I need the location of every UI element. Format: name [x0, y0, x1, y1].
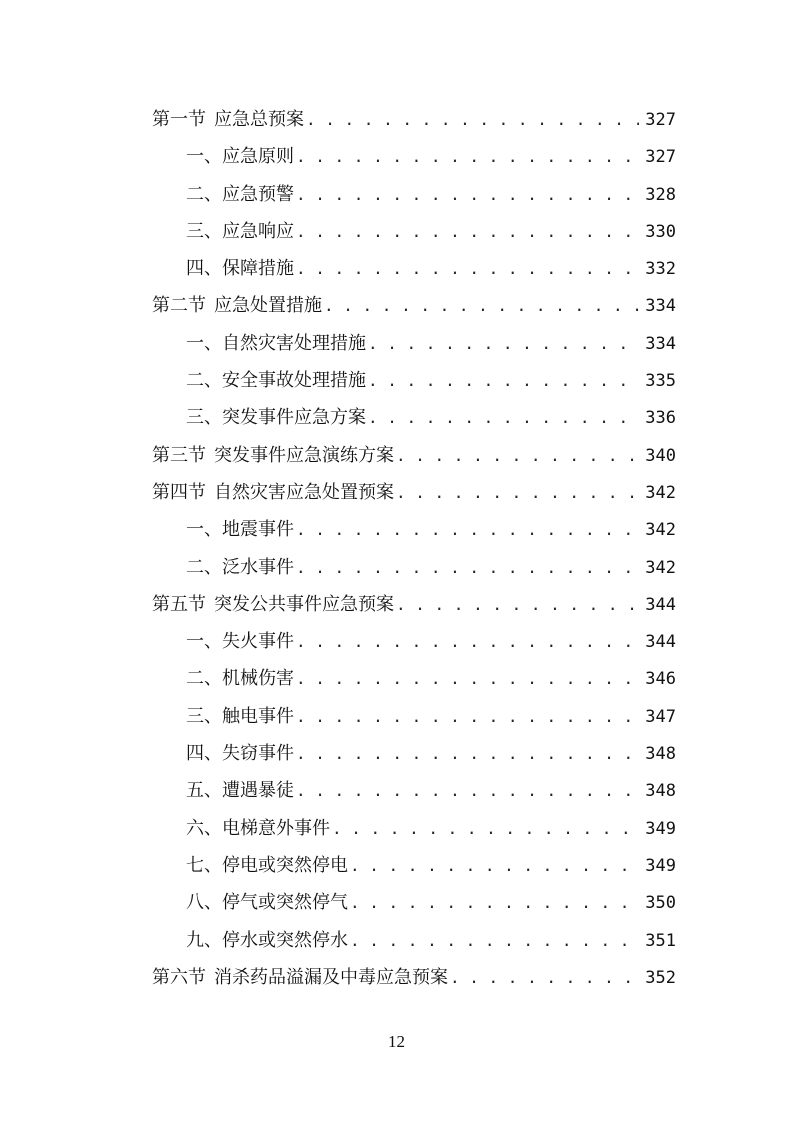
dot-leader: [296, 660, 639, 697]
toc-entry-label: 第六节: [152, 966, 206, 988]
toc-entry-text: 地震事件: [222, 519, 294, 541]
dot-leader: [296, 549, 639, 586]
toc-entry[interactable]: [152, 884, 676, 921]
toc-entry[interactable]: [152, 698, 676, 735]
toc-entry-title: [186, 549, 294, 586]
toc-entry-page: 328: [645, 184, 676, 205]
toc-entry-text: 自然灾害处理措施: [222, 332, 366, 354]
toc-entry-label: 一、: [186, 519, 222, 541]
toc-entry-label: 八、: [186, 892, 222, 914]
toc-entry-page: 342: [645, 482, 676, 503]
toc-entry-label: 第二节: [152, 295, 206, 317]
toc-entry-text: 突发事件应急方案: [222, 407, 366, 429]
toc-entry-page: 350: [645, 893, 676, 914]
toc-entry-page: 349: [645, 818, 676, 839]
toc-entry[interactable]: [152, 362, 676, 399]
toc-entry-page: 349: [645, 855, 676, 876]
toc-entry[interactable]: [152, 399, 676, 436]
toc-entry-label: 二、: [186, 556, 222, 578]
toc-entry-text: 保障措施: [222, 258, 294, 280]
toc-entry-label: 第四节: [152, 481, 206, 503]
toc-entry-page: 351: [645, 930, 676, 951]
toc-entry-page: 347: [645, 706, 676, 727]
toc-entry[interactable]: [152, 250, 676, 287]
toc-entry-text: 失窃事件: [222, 743, 294, 765]
toc-entry[interactable]: [152, 660, 676, 697]
toc-entry-text: 应急总预案: [214, 109, 304, 130]
toc-entry-label: 四、: [186, 743, 222, 765]
toc-entry[interactable]: [152, 287, 676, 324]
toc-entry-title: [152, 474, 394, 511]
toc-entry-page: 348: [645, 781, 676, 802]
dot-leader: [296, 623, 639, 660]
dot-leader: [368, 399, 639, 436]
toc-entry-page: 342: [645, 557, 676, 578]
dot-leader: [368, 325, 639, 362]
dot-leader: [324, 287, 639, 324]
toc-entry[interactable]: [152, 922, 676, 959]
toc-entry-label: 三、: [186, 220, 222, 242]
toc-entry-label: 四、: [186, 258, 222, 280]
toc-entry-title: [186, 176, 294, 213]
toc-entry-label: 二、: [186, 183, 222, 205]
toc-entry[interactable]: [152, 213, 676, 250]
toc-entry-text: 失火事件: [222, 631, 294, 653]
toc-entry[interactable]: [152, 623, 676, 660]
table-of-contents: [152, 101, 676, 996]
toc-entry-title: [186, 772, 294, 809]
dot-leader: [350, 847, 639, 884]
dot-leader: [396, 437, 639, 474]
toc-entry[interactable]: [152, 810, 676, 847]
toc-entry-text: 停电或突然停电: [222, 854, 348, 876]
toc-entry-title: [186, 138, 294, 175]
toc-entry[interactable]: [152, 138, 676, 175]
toc-entry-label: 九、: [186, 929, 222, 951]
toc-entry-title: [186, 660, 294, 697]
dot-leader: [450, 959, 639, 996]
toc-entry-text: 停水或突然停水: [222, 929, 348, 951]
toc-entry-page: 327: [645, 110, 676, 130]
toc-entry-title: [152, 287, 322, 324]
toc-entry-text: 泛水事件: [222, 556, 294, 578]
toc-entry-title: [186, 325, 366, 362]
toc-entry-text: 消杀药品溢漏及中毒应急预案: [214, 966, 448, 988]
dot-leader: [306, 101, 639, 138]
toc-entry-page: 332: [645, 259, 676, 280]
dot-leader: [368, 362, 639, 399]
toc-entry-text: 突发事件应急演练方案: [214, 444, 394, 466]
dot-leader: [396, 474, 639, 511]
toc-entry-page: 334: [645, 296, 676, 317]
toc-entry-title: [186, 847, 348, 884]
toc-entry-page: 336: [645, 408, 676, 429]
dot-leader: [332, 810, 639, 847]
toc-entry-label: 一、: [186, 332, 222, 354]
toc-entry-page: 330: [645, 221, 676, 242]
toc-entry-title: [186, 213, 294, 250]
toc-entry-page: 344: [645, 632, 676, 653]
toc-entry-label: 一、: [186, 631, 222, 653]
toc-entry-label: 六、: [186, 817, 222, 839]
toc-entry-label: 二、: [186, 370, 222, 392]
toc-entry-text: 机械伤害: [222, 668, 294, 690]
toc-entry-title: [186, 362, 366, 399]
toc-entry-page: 352: [645, 967, 676, 988]
toc-entry-text: 电梯意外事件: [222, 817, 330, 839]
toc-entry-text: 触电事件: [222, 705, 294, 727]
toc-entry-label: 第三节: [152, 444, 206, 466]
toc-entry[interactable]: [152, 325, 676, 362]
dot-leader: [296, 772, 639, 809]
dot-leader: [296, 138, 639, 175]
toc-entry-title: [186, 250, 294, 287]
dot-leader: [296, 698, 639, 735]
toc-entry[interactable]: [152, 772, 676, 809]
toc-entry[interactable]: [152, 549, 676, 586]
toc-entry[interactable]: [152, 735, 676, 772]
toc-entry-label: 一、: [186, 146, 222, 168]
toc-entry-label: 五、: [186, 780, 222, 802]
toc-entry-title: [152, 959, 448, 996]
toc-entry-title: [186, 511, 294, 548]
toc-entry-text: 突发公共事件应急预案: [214, 593, 394, 615]
toc-entry-page: 344: [645, 594, 676, 615]
dot-leader: [350, 922, 639, 959]
toc-entry-label: 七、: [186, 854, 222, 876]
toc-entry-text: 安全事故处理措施: [222, 370, 366, 392]
toc-entry-label: 二、: [186, 668, 222, 690]
toc-entry[interactable]: [152, 511, 676, 548]
toc-entry-title: [152, 101, 304, 138]
toc-entry[interactable]: [152, 959, 676, 996]
toc-entry-title: [152, 437, 394, 474]
dot-leader: [296, 735, 639, 772]
toc-entry[interactable]: [152, 847, 676, 884]
toc-entry-page: 334: [645, 333, 676, 354]
toc-entry-title: [186, 623, 294, 660]
toc-entry-page: 342: [645, 520, 676, 541]
dot-leader: [396, 586, 639, 623]
toc-entry-page: 346: [645, 669, 676, 690]
dot-leader: [296, 511, 639, 548]
toc-entry-label: 三、: [186, 705, 222, 727]
toc-entry[interactable]: [152, 176, 676, 213]
dot-leader: [296, 213, 639, 250]
toc-entry-label: 第一节: [152, 109, 206, 130]
toc-entry-title: [186, 735, 294, 772]
toc-entry-title: [186, 884, 348, 921]
page-number: 12: [388, 1032, 405, 1051]
toc-entry-text: 停气或突然停气: [222, 892, 348, 914]
toc-entry[interactable]: [152, 474, 676, 511]
toc-entry-text: 应急原则: [222, 146, 294, 168]
toc-entry-label: 三、: [186, 407, 222, 429]
toc-entry-page: 327: [645, 147, 676, 168]
toc-entry-text: 遭遇暴徒: [222, 780, 294, 802]
toc-entry-page: 340: [645, 445, 676, 466]
toc-entry-text: 自然灾害应急处置预案: [214, 481, 394, 503]
toc-entry-page: 348: [645, 744, 676, 765]
dot-leader: [296, 176, 639, 213]
dot-leader: [350, 884, 639, 921]
toc-entry[interactable]: [152, 586, 676, 623]
toc-entry-text: 应急处置措施: [214, 295, 322, 317]
toc-entry-text: 应急预警: [222, 183, 294, 205]
toc-entry-title: [152, 586, 394, 623]
dot-leader: [296, 250, 639, 287]
toc-entry-title: [186, 922, 348, 959]
toc-entry-title: [186, 399, 366, 436]
toc-entry-label: 第五节: [152, 593, 206, 615]
toc-entry[interactable]: [152, 437, 676, 474]
toc-entry-text: 应急响应: [222, 220, 294, 242]
toc-entry-title: [186, 698, 294, 735]
toc-entry[interactable]: [152, 101, 676, 138]
toc-entry-page: 335: [645, 371, 676, 392]
toc-entry-title: [186, 810, 330, 847]
